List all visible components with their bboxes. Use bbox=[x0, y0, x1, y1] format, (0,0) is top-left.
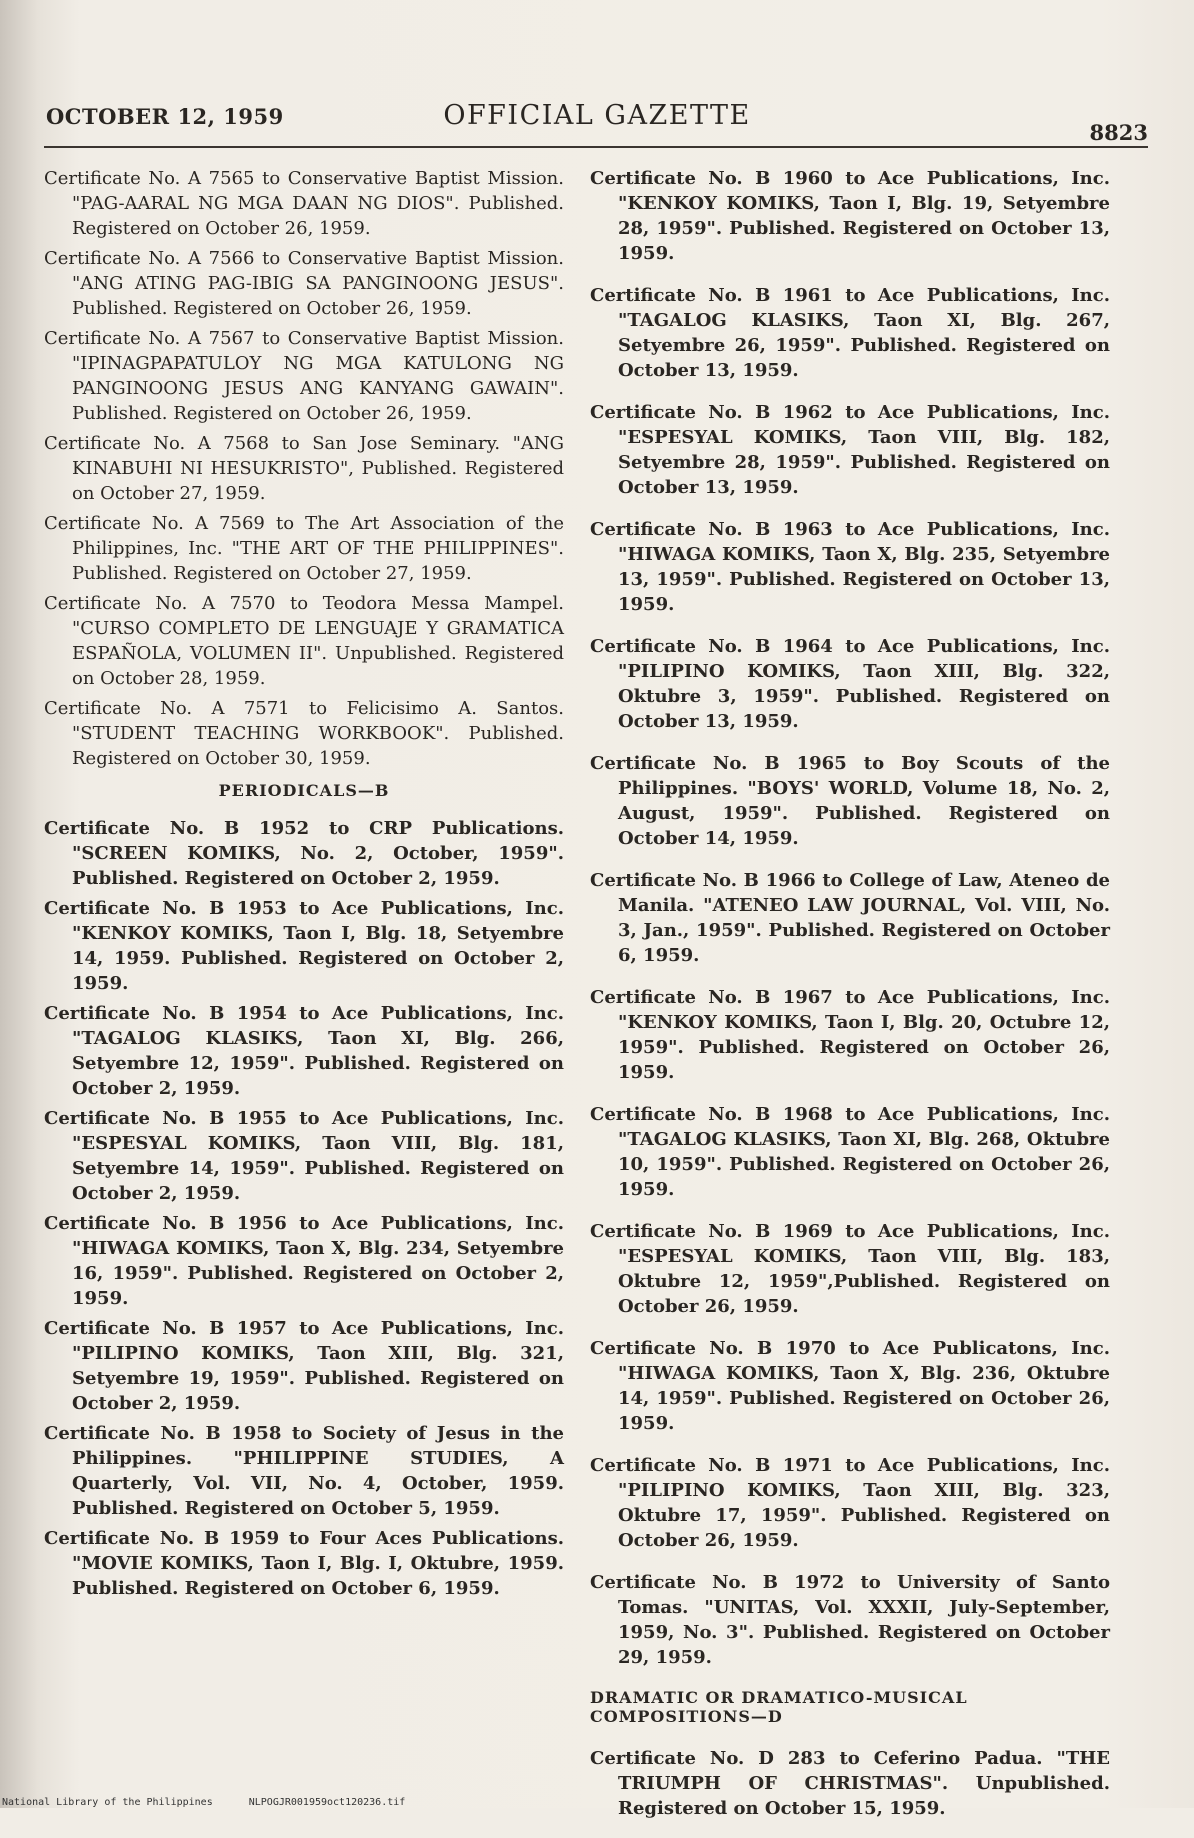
certificate-entry: Certificate No. B 1956 to Ace Publications, Inc. "HIWAGA KOMIKS, Taon X, Blg. 234, Setyembre 16, 1959". Published. Registered on October 2, 1959. bbox=[44, 1213, 564, 1309]
certificate-entry: Certificate No. B 1961 to Ace Publications, Inc. "TAGALOG KLASIKS, Taon XI, Blg. 267, Setyembre 26, 1959". Published. Registered on October 13, 1959. bbox=[590, 285, 1110, 381]
certificate-entry: Certificate No. B 1960 to Ace Publications, Inc. "KENKOY KOMIKS, Taon I, Blg. 19, Setyembre 28, 1959". Published. Registered on October 13, 1959. bbox=[590, 168, 1110, 264]
certificate-entry: Certificate No. A 7568 to San Jose Seminary. "ANG KINABUHI NI HESUKRISTO", Published. Registered on October 27, 1959. bbox=[44, 433, 564, 504]
certificate-entry: Certificate No. B 1964 to Ace Publications, Inc. "PILIPINO KOMIKS, Taon XIII, Blg. 322, Oktubre 3, 1959". Published. Registered on October 13, 1959. bbox=[590, 636, 1110, 732]
footer-source: National Library of the Philippines bbox=[2, 1797, 213, 1808]
certificate-entry: Certificate No. A 7570 to Teodora Messa Mampel. "CURSO COMPLETO DE LENGUAJE Y GRAMATICA ESPAÑOLA, VOLUMEN II". Unpublished. Registered on October 28, 1959. bbox=[44, 593, 564, 689]
section-heading-dramatic: DRAMATIC OR DRAMATICO-MUSICAL COMPOSITIONS—D bbox=[590, 1688, 968, 1726]
scan-footer bbox=[2, 1797, 435, 1808]
right-column bbox=[590, 166, 1110, 1838]
certificate-entry: Certificate No. B 1968 to Ace Publications, Inc. "TAGALOG KLASIKS, Taon XI, Blg. 268, Oktubre 10, 1959". Published. Registered on October 26, 1959. bbox=[590, 1104, 1110, 1200]
certificate-entry: Certificate No. B 1972 to University of Santo Tomas. "UNITAS, Vol. XXXII, July-September, 1959, No. 3". Published. Registered on October 29, 1959. bbox=[590, 1572, 1110, 1668]
certificate-entry: Certificate No. D 283 to Ceferino Padua. "THE TRIUMPH OF CHRISTMAS". Unpublished. Registered on October 15, 1959. bbox=[590, 1748, 1110, 1819]
certificate-entry: Certificate No. B 1970 to Ace Publicatons, Inc. "HIWAGA KOMIKS, Taon X, Blg. 236, Oktubre 14, 1959". Published. Registered on October 26, 1959. bbox=[590, 1338, 1110, 1434]
certificate-entry: Certificate No. B 1954 to Ace Publications, Inc. "TAGALOG KLASIKS, Taon XI, Blg. 266, Setyembre 12, 1959". Published. Registered on October 2, 1959. bbox=[44, 1003, 564, 1099]
certificate-entry: Certificate No. A 7566 to Conservative Baptist Mission. "ANG ATING PAG-IBIG SA PANGINOONG JESUS". Published. Registered on October 26, 1959. bbox=[44, 248, 564, 319]
certificate-entry: Certificate No. B 1965 to Boy Scouts of the Philippines. "BOYS' WORLD, Volume 18, No. 2, August, 1959". Published. Registered on October 14, 1959. bbox=[590, 753, 1110, 849]
certificate-entry: Certificate No. A 7569 to The Art Association of the Philippines, Inc. "THE ART OF THE PHILIPPINES". Published. Registered on October 27, 1959. bbox=[44, 513, 564, 584]
header-rule bbox=[44, 146, 1148, 148]
certificate-entry: Certificate No. B 1955 to Ace Publications, Inc. "ESPESYAL KOMIKS, Taon VIII, Blg. 181, Setyembre 14, 1959". Published. Registered on October 2, 1959. bbox=[44, 1108, 564, 1204]
certificate-entry: Certificate No. B 1963 to Ace Publications, Inc. "HIWAGA KOMIKS, Taon X, Blg. 235, Setyembre 13, 1959". Published. Registered on October 13, 1959. bbox=[590, 519, 1110, 615]
section-heading-periodicals: PERIODICALS—B bbox=[218, 781, 390, 800]
certificate-entry: Certificate No. B 1953 to Ace Publications, Inc. "KENKOY KOMIKS, Taon I, Blg. 18, Setyembre 14, 1959. Published. Registered on October 2, 1959. bbox=[44, 898, 564, 994]
certificate-entry: Certificate No. B 1966 to College of Law, Ateneo de Manila. "ATENEO LAW JOURNAL, Vol. VIII, No. 3, Jan., 1959". Published. Registered on October 6, 1959. bbox=[590, 870, 1110, 966]
certificate-entry: Certificate No. B 1959 to Four Aces Publications. "MOVIE KOMIKS, Taon I, Blg. I, Oktubre, 1959. Published. Registered on October 6, 1959. bbox=[44, 1528, 564, 1599]
certificate-entry: Certificate No. B 1962 to Ace Publications, Inc. "ESPESYAL KOMIKS, Taon VIII, Blg. 182, Setyembre 28, 1959". Published. Registered on October 13, 1959. bbox=[590, 402, 1110, 498]
certificate-entry: Certificate No. B 1967 to Ace Publications, Inc. "KENKOY KOMIKS, Taon I, Blg. 20, Octubre 12, 1959". Published. Registered on October 26, 1959. bbox=[590, 987, 1110, 1083]
certificate-entry: Certificate No. A 7567 to Conservative Baptist Mission. "IPINAGPAPATULOY NG MGA KATULONG NG PANGINOONG JESUS ANG KANYANG GAWAIN". Published. Registered on October 26, 1959. bbox=[44, 328, 564, 424]
certificate-entry: Certificate No. B 1969 to Ace Publications, Inc. "ESPESYAL KOMIKS, Taon VIII, Blg. 183, Oktubre 12, 1959",Published. Registered on October 26, 1959. bbox=[590, 1221, 1110, 1317]
certificate-entry: Certificate No. B 1952 to CRP Publications. "SCREEN KOMIKS, No. 2, October, 1959". Published. Registered on October 2, 1959. bbox=[44, 818, 564, 889]
issue-date: OCTOBER 12, 1959 bbox=[46, 104, 284, 129]
footer-file: NLPOGJR001959oct120236.tif bbox=[248, 1797, 406, 1808]
certificate-entry: Certificate No. B 1971 to Ace Publications, Inc. "PILIPINO KOMIKS, Taon XIII, Blg. 323, Oktubre 17, 1959". Published. Registered on October 26, 1959. bbox=[590, 1455, 1110, 1551]
certificate-entry: Certificate No. A 7565 to Conservative Baptist Mission. "PAG-AARAL NG MGA DAAN NG DIOS". Published. Registered on October 26, 1959. bbox=[44, 168, 564, 239]
publication-title: OFFICIAL GAZETTE bbox=[443, 100, 751, 131]
left-column bbox=[44, 166, 564, 1606]
certificate-entry: Certificate No. B 1957 to Ace Publications, Inc. "PILIPINO KOMIKS, Taon XIII, Blg. 321, Setyembre 19, 1959". Published. Registered on October 2, 1959. bbox=[44, 1318, 564, 1414]
certificate-entry: Certificate No. B 1958 to Society of Jesus in the Philippines. "PHILIPPINE STUDIES, A Quarterly, Vol. VII, No. 4, October, 1959. Published. Registered on October 5, 1959. bbox=[44, 1423, 564, 1519]
certificate-entry: Certificate No. A 7571 to Felicisimo A. Santos. "STUDENT TEACHING WORKBOOK". Published. Registered on October 30, 1959. bbox=[44, 698, 564, 769]
page-header bbox=[46, 98, 1148, 145]
page-number: 8823 bbox=[1089, 120, 1148, 145]
